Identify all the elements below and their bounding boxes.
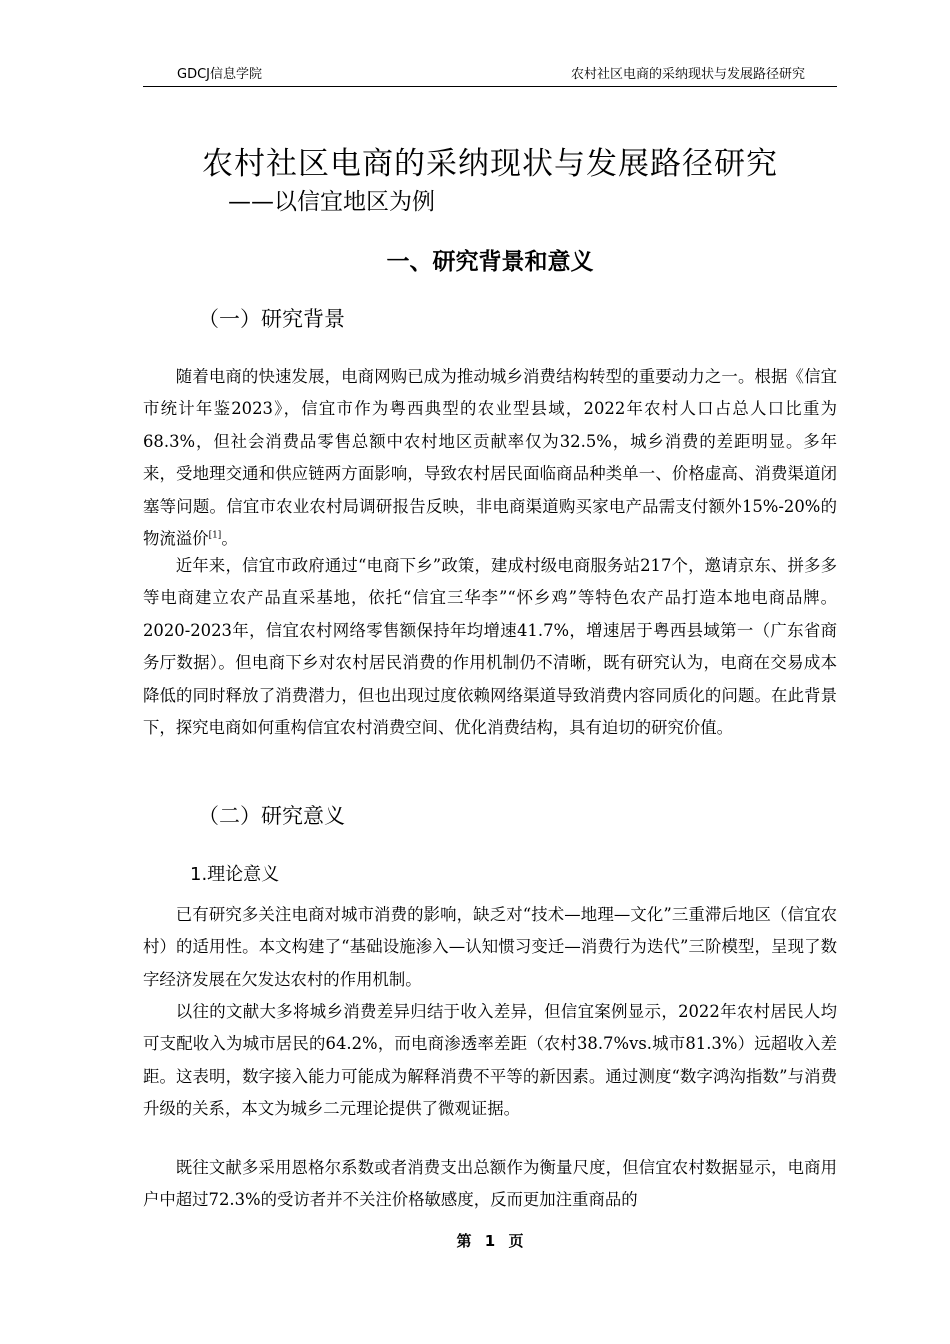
subsection-heading-background: （一）研究背景 xyxy=(198,307,345,331)
sub-subsection-heading-theory: 1.理论意义 xyxy=(190,864,280,885)
page-header xyxy=(143,66,837,87)
document-subtitle: ——以信宜地区为例 xyxy=(228,189,435,215)
paragraph-background-2: 近年来，信宜市政府通过“电商下乡”政策，建成村级电商服务站217个，邀请京东、拼多多等电商建立农产品直采基地，依托“信宜三华李”“怀乡鸡”等特色农产品打造本地电商品牌。2020-2023年，信宜农村网络零售额保持年均增速41.7%，增速居于粤西县域第一（广东省商务厅数据）。但电商下乡对农村居民消费的作用机制仍不清晰，既有研究认为，电商在交易成本降低的同时释放了消费潜力，但也出现过度依赖网络渠道导致消费内容同质化的问题。在此背景下，探究电商如何重构信宜农村消费空间、优化消费结构，具有迫切的研究价值。 xyxy=(143,556,837,738)
paragraph-theory-2: 以往的文献大多将城乡消费差异归结于收入差异，但信宜案例显示，2022年农村居民人均可支配收入为城市居民的64.2%，而电商渗透率差距（农村38.7%vs.城市81.3%）远超收入差距。这表明，数字接入能力可能成为解释消费不平等的新因素。通过测度“数字鸿沟指数”与消费升级的关系，本文为城乡二元理论提供了微观证据。 xyxy=(143,1002,837,1119)
page-number: 1 xyxy=(484,1232,496,1250)
section-heading: 一、研究背景和意义 xyxy=(386,249,594,275)
page-number-footer xyxy=(143,1230,837,1252)
header-institution: GDCJ信息学院 xyxy=(177,67,262,82)
document-title: 农村社区电商的采纳现状与发展路径研究 xyxy=(202,146,778,182)
subsection-heading-significance: （二）研究意义 xyxy=(198,804,345,828)
paragraph-theory-1: 已有研究多关注电商对城市消费的影响，缺乏对“技术—地理—文化”三重滞后地区（信宜农村）的适用性。本文构建了“基础设施渗入—认知惯习变迁—消费行为迭代”三阶模型，呈现了数字经济发展在欠发达农村的作用机制。 xyxy=(143,905,837,989)
citation-reference: [1] xyxy=(208,530,222,541)
paragraph-text: 随着电商的快速发展，电商网购已成为推动城乡消费结构转型的重要动力之一。根据《信宜市统计年鉴2023》，信宜市作为粤西典型的农业型县域，2022年农村人口占总人口比重为68.3%，但社会消费品零售总额中农村地区贡献率仅为32.5%，城乡消费的差距明显。多年来，受地理交通和供应链两方面影响，导致农村居民面临商品种类单一、价格虚高、消费渠道闭塞等问题。信宜市农业农村局调研报告反映，非电商渠道购买家电产品需支付额外15%-20%的物流溢价 xyxy=(143,367,837,549)
paragraph-theory-3: 既往文献多采用恩格尔系数或者消费支出总额作为衡量尺度，但信宜农村数据显示，电商用户中超过72.3%的受访者并不关注价格敏感度，反而更加注重商品的 xyxy=(143,1158,837,1210)
paragraph-text-end: 。 xyxy=(221,529,238,549)
footer-suffix: 页 xyxy=(508,1232,524,1250)
header-running-title: 农村社区电商的采纳现状与发展路径研究 xyxy=(570,67,805,82)
footer-prefix: 第 xyxy=(456,1232,472,1250)
paragraph-background-1 xyxy=(143,361,837,555)
